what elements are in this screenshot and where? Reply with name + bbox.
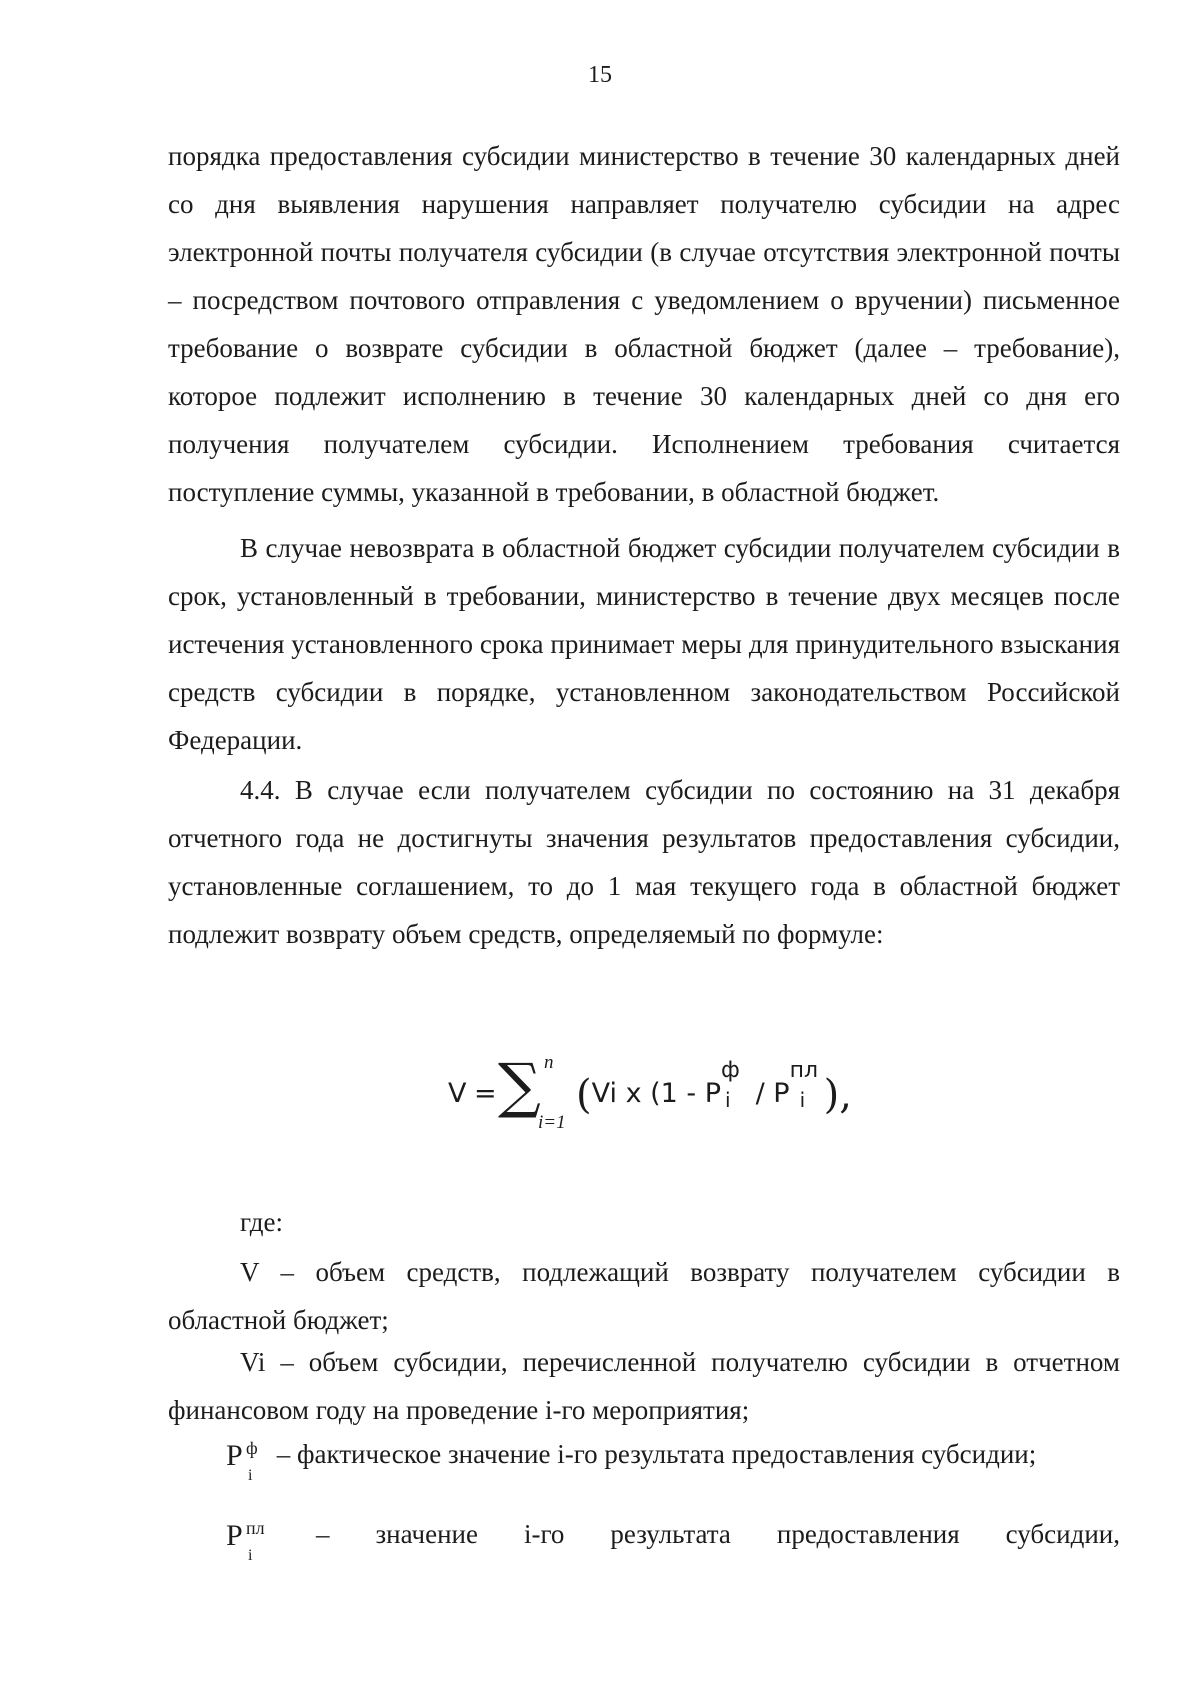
symbol-p-fact (226, 1430, 270, 1484)
formula-lhs: V (448, 1078, 467, 1109)
formula-index-fact (721, 1058, 747, 1112)
definition-word: результата (610, 1519, 731, 1549)
page-number: 15 (588, 62, 612, 88)
sum-sign-icon: ∑ (498, 1051, 541, 1121)
definition-word: субсидии, (1005, 1519, 1120, 1549)
symbol-sub: i (248, 1467, 253, 1484)
return-volume-formula (448, 1050, 868, 1160)
paragraph-text: В случае невозврата в областной бюджет субсидии получателем субсидии в срок, установленный в требовании, министерство в течение двух месяцев после истечения установленного срока принимает меры для принудительного взыскания средств субсидии в порядке, установленном законодательством Российской Федерации. (168, 533, 1120, 755)
symbol-base: P (226, 1519, 243, 1552)
symbol-p-plan (226, 1510, 270, 1564)
symbol-sub: i (248, 1547, 253, 1564)
formula-body (576, 1058, 852, 1118)
symbol-base: P (226, 1439, 243, 1472)
formula-sub-i: i (725, 1088, 731, 1112)
definition-p-fact (168, 1430, 1120, 1484)
formula-close-paren: ), (823, 1072, 852, 1118)
definition-p-plan (168, 1510, 1120, 1564)
definition-word: – (316, 1519, 330, 1549)
paragraph-text: порядка предоставления субсидии министерство в течение 30 календарных дней со дня выявления нарушения направляет получателю субсидии на адрес электронной почты получателя субсидии (в случае отсутствия электронной почты – посредством почтового отправления с уведомлением о вручении) письменное требование о возврате субсидии в областной бюджет (далее – требование), которое подлежит исполнению в течение 30 календарных дней со дня его получения получателем субсидии. Исполнением требования считается поступление суммы, указанной в требовании, в областной бюджет. (168, 141, 1120, 507)
paragraph-text: 4.4. В случае если получателем субсидии по состоянию на 31 декабря отчетного года не достигнуты значения результатов предоставления субсидии, установленные соглашением, то до 1 мая текущего года в областной бюджет подлежит возврату объем средств, определяемый по формуле: (168, 775, 1120, 949)
formula-divide: / P (747, 1078, 790, 1109)
definition-text: – фактическое значение i-го результата предоставления субсидии; (276, 1439, 1037, 1469)
definition-word: предоставления (776, 1519, 960, 1549)
definition-v: V – объем средств, подлежащий возврату получателем субсидии в областной бюджет; (168, 1257, 1120, 1335)
formula-open-paren: ( (576, 1072, 592, 1118)
symbol-sup: пл (246, 1518, 265, 1538)
definition-word: i-го (523, 1519, 565, 1549)
paragraph-section-4-4 (168, 766, 1120, 958)
symbol-sup: ф (246, 1438, 258, 1458)
formula-equals: = (474, 1078, 497, 1109)
definition-line (226, 1510, 1120, 1564)
formula-sup-fact: ф (721, 1058, 740, 1083)
sum-upper-limit: n (544, 1052, 554, 1073)
paragraph-continuation (168, 132, 1120, 516)
definition-word: значение (375, 1519, 478, 1549)
paragraph-nonreturn (168, 524, 1120, 764)
formula-sup-plan: пл (789, 1058, 819, 1083)
sum-lower-limit: i=1 (538, 1112, 566, 1133)
formula-sub-i: i (799, 1088, 806, 1112)
formula-index-plan (789, 1058, 824, 1112)
where-label: где: (240, 1207, 283, 1237)
formula-term: Vi x (1 - P (591, 1078, 722, 1109)
definition-vi: Vi – объем субсидии, перечисленной получателю субсидии в отчетном финансовом году на проведение i-го мероприятия; (168, 1347, 1120, 1425)
